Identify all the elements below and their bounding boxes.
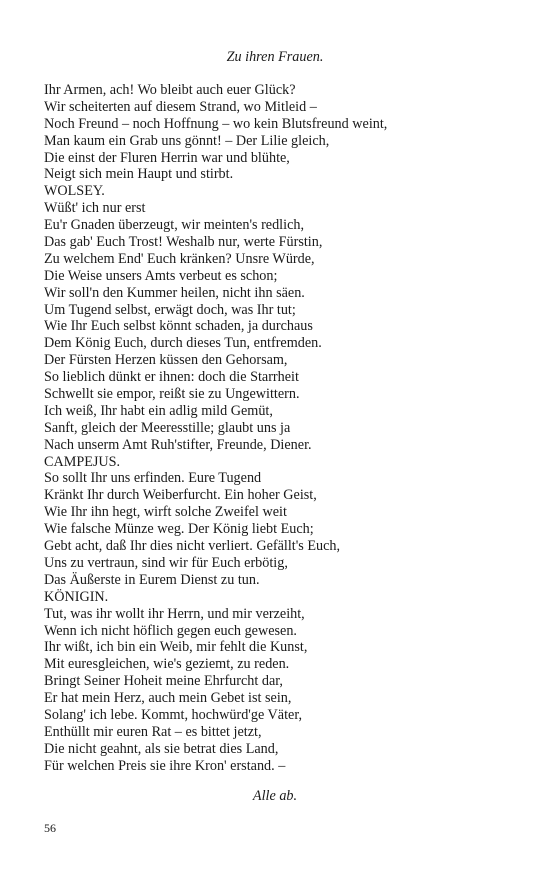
verse-line: So lieblich dünkt er ihnen: doch die Starrheit	[44, 369, 299, 386]
verse-line: Bringt Seiner Hoheit meine Ehrfurcht dar,	[44, 673, 283, 690]
verse-line: Gebt acht, daß Ihr dies nicht verliert. Gefällt's Euch,	[44, 538, 341, 555]
verse-line: Tut, was ihr wollt ihr Herrn, und mir verzeiht,	[44, 605, 305, 622]
stage-direction-top: Zu ihren Frauen.	[226, 49, 324, 65]
verse-line: Die nicht geahnt, als sie betrat dies Land,	[44, 740, 279, 757]
verse-line: KÖNIGIN.	[44, 588, 109, 605]
verse-line: Die einst der Fluren Herrin war und blühte,	[44, 149, 290, 166]
verse-line: Um Tugend selbst, erwägt doch, was Ihr tut;	[44, 301, 296, 318]
verse-line: Wüßt' ich nur erst	[44, 200, 146, 217]
verse-line: Sanft, gleich der Meeresstille; glaubt uns ja	[44, 419, 291, 436]
verse-line: Noch Freund – noch Hoffnung – wo kein Blutsfreund weint,	[44, 115, 388, 132]
verse-line: Schwellt sie empor, reißt sie zu Ungewittern.	[44, 386, 300, 403]
verse-line: Das gab' Euch Trost! Weshalb nur, werte Fürstin,	[44, 234, 323, 251]
verse-line: CAMPEJUS.	[44, 453, 121, 470]
verse-line: Er hat mein Herz, auch mein Gebet ist sein,	[44, 690, 292, 707]
verse-line: Der Fürsten Herzen küssen den Gehorsam,	[44, 352, 288, 369]
verse-line: Enthüllt mir euren Rat – es bittet jetzt,	[44, 723, 262, 740]
stage-direction-exit: Alle ab.	[252, 788, 298, 804]
verse-line: Für welchen Preis sie ihre Kron' erstand. –	[44, 757, 286, 774]
verse-line: Nach unserm Amt Ruh'stifter, Freunde, Diener.	[44, 436, 312, 453]
page-number: 56	[44, 821, 56, 835]
verse-line: Wir soll'n den Kummer heilen, nicht ihn säen.	[44, 284, 305, 301]
verse-line: Die Weise unsers Amts verbeut es schon;	[44, 267, 278, 284]
verse-line: Kränkt Ihr durch Weiberfurcht. Ein hoher Geist,	[44, 487, 317, 504]
verse-line: Zu welchem End' Euch kränken? Unsre Würde,	[44, 250, 315, 267]
verse-line: Uns zu vertraun, sind wir für Euch erbötig,	[44, 554, 288, 571]
verse-line: Mit euresgleichen, wie's geziemt, zu reden.	[44, 656, 290, 673]
verse-line: So sollt Ihr uns erfinden. Eure Tugend	[44, 470, 262, 487]
verse-line: Solang' ich lebe. Kommt, hochwürd'ge Väter,	[44, 706, 303, 723]
verse-line: Wenn ich nicht höflich gegen euch gewesen.	[44, 622, 297, 639]
verse-line: Ich weiß, Ihr habt ein adlig mild Gemüt,	[44, 402, 273, 419]
verse-line: Neigt sich mein Haupt und stirbt.	[44, 166, 234, 183]
verse-line: Wie Ihr ihn hegt, wirft solche Zweifel weit	[44, 504, 287, 521]
verse-line: Wie falsche Münze weg. Der König liebt Euch;	[44, 521, 314, 538]
verse-line: Ihr Armen, ach! Wo bleibt auch euer Glück?	[44, 82, 296, 98]
verse-line: Eu'r Gnaden überzeugt, wir meinten's redlich,	[44, 217, 305, 234]
verse-line: Dem König Euch, durch dieses Tun, entfremden.	[44, 335, 322, 352]
verse-line: Wie Ihr Euch selbst könnt schaden, ja durchaus	[44, 318, 313, 335]
verse-line: Wir scheiterten auf diesem Strand, wo Mitleid –	[44, 98, 317, 115]
verse-line: WOLSEY.	[44, 183, 105, 200]
verse-line: Ihr wißt, ich bin ein Weib, mir fehlt die Kunst,	[44, 639, 308, 656]
verse-text	[44, 82, 387, 775]
verse-line: Das Äußerste in Eurem Dienst zu tun.	[44, 571, 260, 588]
verse-line: Man kaum ein Grab uns gönnt! – Der Lilie gleich,	[44, 132, 330, 149]
